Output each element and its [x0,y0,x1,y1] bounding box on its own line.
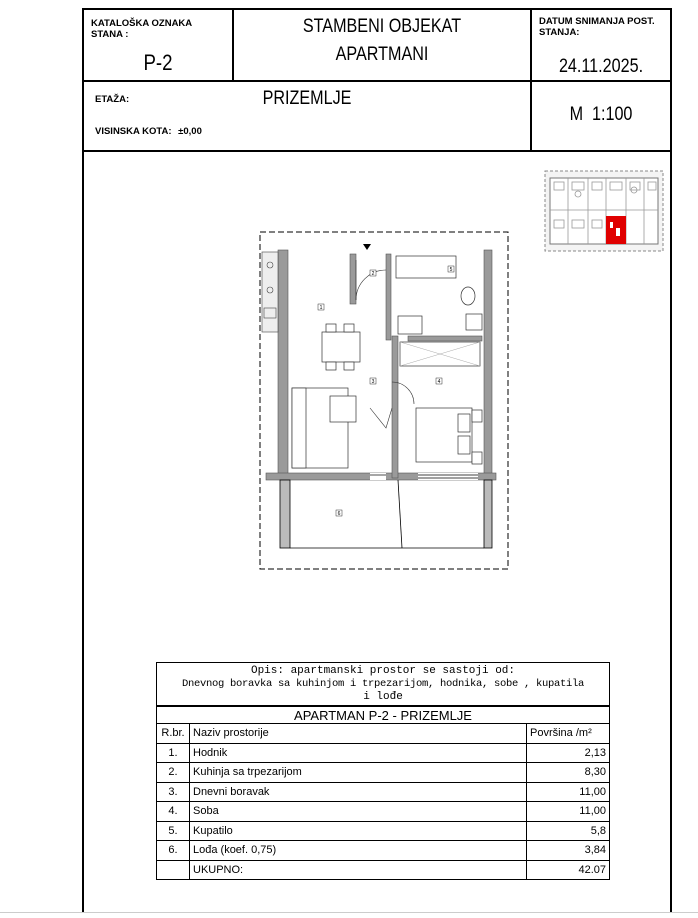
row-area: 5,8 [527,821,610,841]
floor-plan [258,230,510,572]
table-total-row [157,860,610,880]
row-area: 11,00 [527,782,610,802]
scale-value: M 1:100 [569,104,633,125]
room-tag-5: 5 [449,267,453,273]
row-name: Kuhinja sa trpezarijom [190,763,527,783]
floor-label: ETAŽA: [95,94,130,105]
description-line2: Dnevnog boravka sa kuhinjom i trpezarijom, hodnika, sobe , kupatila [181,678,585,690]
row-no: 2. [157,763,190,783]
total-label: UKUPNO: [190,860,527,880]
row-area: 3,84 [527,841,610,861]
date-label: DATUM SNIMANJA POST. STANJA: [539,16,655,38]
row-name: Hodnik [190,743,527,763]
elevation-value: ±0,00 [178,126,202,137]
date-value: 24.11.2025. [558,56,644,77]
entrance-marker-icon [363,244,371,250]
table-row [157,782,610,802]
row-area: 11,00 [527,802,610,822]
table-header-row [157,724,610,744]
code-value: P-2 [143,50,173,75]
room-tag-6: 6 [337,511,341,517]
room-tag-1: 1 [319,305,323,311]
row-area: 2,13 [527,743,610,763]
floor-cell [82,80,532,152]
description-line3: i lođe [363,691,403,703]
loggia [280,480,492,548]
scale-cell [530,80,672,152]
row-area: 8,30 [527,763,610,783]
room-tag-3: 3 [371,379,375,385]
room-tag-2: 2 [371,271,375,277]
table-row [157,821,610,841]
table-row [157,743,610,763]
row-name: Soba [190,802,527,822]
row-name: Lođa (koef. 0,75) [190,841,527,861]
building-line1: STAMBENI OBJEKAT [302,16,462,37]
col-name-header: Naziv prostorije [190,724,527,744]
code-label: KATALOŠKA OZNAKA STANA : [91,18,192,40]
area-table [156,706,610,880]
doors [356,260,414,428]
floor-value: PRIZEMLJE [262,88,352,109]
elevation-label: VISINSKA KOTA: [95,126,172,137]
kitchen-counter [262,252,278,332]
total-value: 42.07 [527,860,610,880]
row-name: Kupatilo [190,821,527,841]
row-no: 4. [157,802,190,822]
bathroom [396,256,482,334]
col-area-header: Površina /m² [527,724,610,744]
elevation-row [95,126,202,137]
date-cell [530,8,672,82]
building-cell [232,8,532,82]
sofa [292,388,356,468]
col-no-header: R.br. [157,724,190,744]
row-no: 5. [157,821,190,841]
description-box [156,662,610,706]
bed [416,408,482,464]
row-no: 1. [157,743,190,763]
description-line1: Opis: apartmanski prostor se sastoji od: [250,665,516,677]
sheet-bottom-line [0,912,698,913]
table-row [157,841,610,861]
row-no: 3. [157,782,190,802]
table-row [157,763,610,783]
dining-table [322,324,360,370]
table-row [157,802,610,822]
room-tag-4: 4 [437,379,441,385]
building-line2: APARTMANI [335,44,429,65]
table-title-row [157,707,610,724]
row-no: 6. [157,841,190,861]
total-blank [157,860,190,880]
key-plan [544,170,664,252]
row-name: Dnevni boravak [190,782,527,802]
code-cell [82,8,234,82]
table-title: APARTMAN P-2 - PRIZEMLJE [157,707,610,724]
